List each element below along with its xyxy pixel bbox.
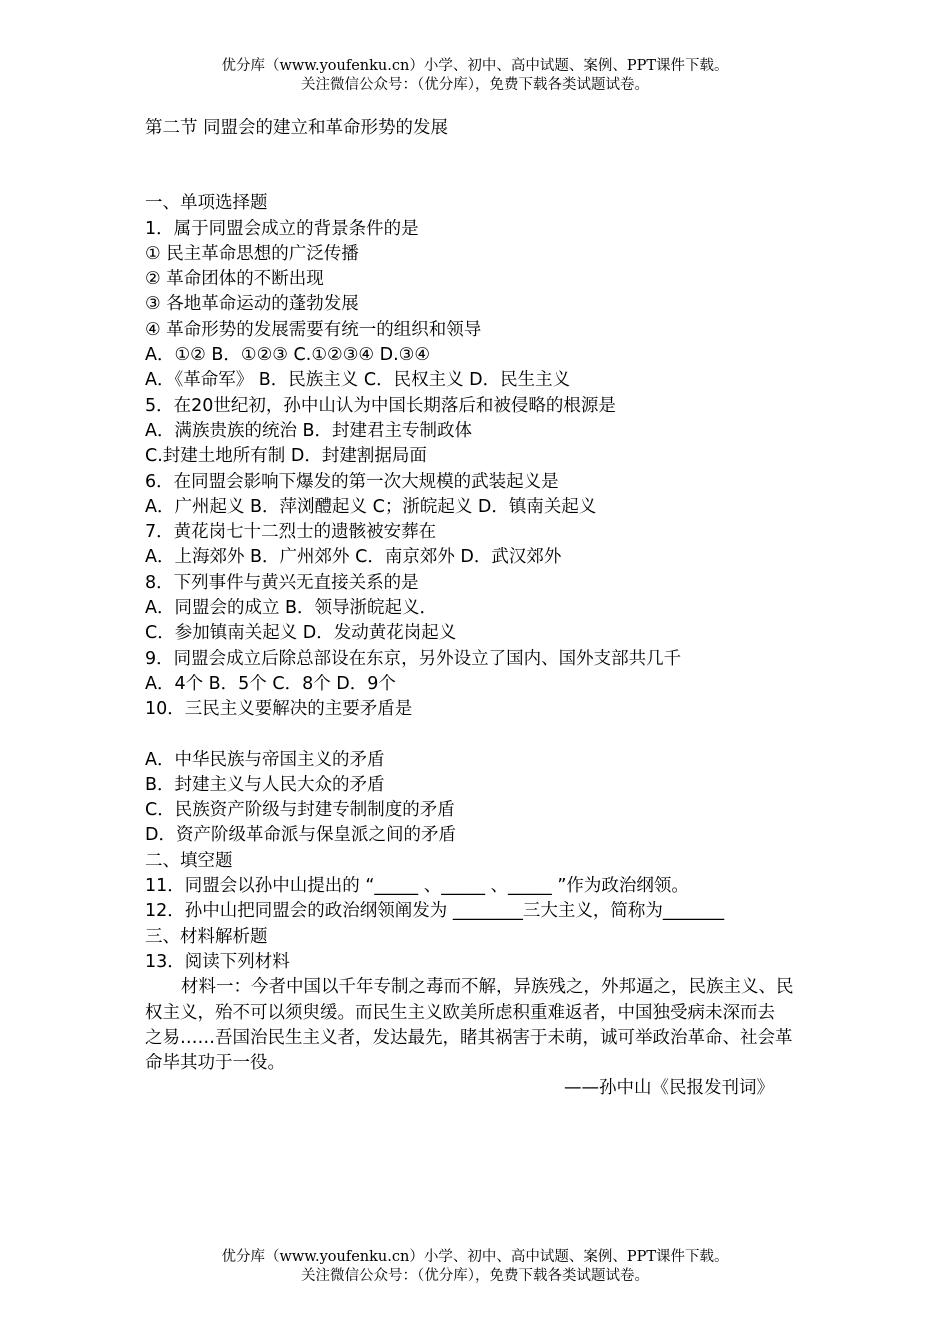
material-source: ——孙中山《民报发刊词》 [564,1078,774,1099]
question-5-stem: 5．在20世纪初，孙中山认为中国长期落后和被侵略的根源是 [145,395,616,416]
question-1-stem: 1．属于同盟会成立的背景条件的是 [145,218,419,239]
question-1-item: ② 革命团体的不断出现 [145,269,324,290]
question-10-option: B．封建主义与人民大众的矛盾 [145,774,385,795]
document-body [145,116,810,1102]
section-heading-choice: 一、单项选择题 [145,193,268,214]
question-8-options: A．同盟会的成立 B．领导浙皖起义． [145,598,438,619]
question-12: 12．孙中山把同盟会的政治纲领阐发为 ________三大主义，简称为_______ [145,901,725,922]
question-10-option: A．中华民族与帝国主义的矛盾 [145,749,385,770]
question-1-item: ④ 革命形势的发展需要有统一的组织和领导 [145,319,482,340]
question-6-options: A．广州起义 B．萍浏醴起义 C；浙皖起义 D．镇南关起义 [145,496,597,517]
question-7-stem: 7．黄花岗七十二烈士的遗骸被安葬在 [145,522,437,543]
question-8-options: C．参加镇南关起义 D．发动黄花岗起义 [145,623,457,644]
question-1-item: ① 民主革命思想的广泛传播 [145,243,359,264]
page-title: 第二节 同盟会的建立和革命形势的发展 [145,118,449,138]
question-5-options: A．满族贵族的统治 B．封建君主专制政体 [145,420,473,441]
question-13-stem: 13．阅读下列材料 [145,951,290,972]
material-line: 权主义，殆不可以须臾缓。而民生主义欧美所虑积重难返者，中国独受病未深而去 [145,1002,775,1023]
header-line-1: 优分库（www.youfenku.cn）小学、初中、高中试题、案例、PPT课件下载。 [221,58,729,74]
footer-line-2: 关注微信公众号：（优分库），免费下载各类试题试卷。 [301,1268,649,1284]
section-heading-material: 三、材料解析题 [145,926,268,947]
question-10-stem: 10．三民主义要解决的主要矛盾是 [145,699,413,720]
header-line-2: 关注微信公众号：（优分库），免费下载各类试题试卷。 [301,77,649,93]
section-heading-fill: 二、填空题 [145,850,233,871]
question-8-stem: 8．下列事件与黄兴无直接关系的是 [145,572,419,593]
question-11: 11．同盟会以孙中山提出的 “_____ 、_____ 、_____ ”作为政治纲领。 [145,876,689,897]
material-line: 材料一：今者中国以千年专制之毒而不解，异族残之，外邦逼之，民族主义、民 [181,977,794,998]
page-header [0,57,950,95]
footer-line-1: 优分库（www.youfenku.cn）小学、初中、高中试题、案例、PPT课件下载。 [221,1249,729,1265]
question-1-answers: A．①② B．①②③ C.①②③④ D.③④ [145,345,431,366]
question-10-option: D．资产阶级革命派与保皇派之间的矛盾 [145,825,456,846]
page-footer [0,1248,950,1286]
material-line: 之易……吾国治民生主义者，发达最先，睹其祸害于未萌，诚可举政治革命、社会革 [145,1027,793,1048]
misc-options: A．《革命军》 B．民族主义 C．民权主义 D．民生主义 [145,370,571,391]
question-10-option: C．民族资产阶级与封建专制制度的矛盾 [145,800,455,821]
question-9-options: A．4个 B．5个 C．8个 D．9个 [145,673,396,694]
question-5-options: C.封建土地所有制 D．封建割据局面 [145,446,427,467]
question-1-item: ③ 各地革命运动的蓬勃发展 [145,294,359,315]
question-6-stem: 6．在同盟会影响下爆发的第一次大规模的武装起义是 [145,471,559,492]
question-9-stem: 9．同盟会成立后除总部设在东京，另外设立了国内、国外支部共几千 [145,648,682,669]
material-line: 命毕其功于一役。 [145,1053,285,1074]
question-7-options: A．上海郊外 B．广州郊外 C．南京郊外 D．武汉郊外 [145,547,562,568]
